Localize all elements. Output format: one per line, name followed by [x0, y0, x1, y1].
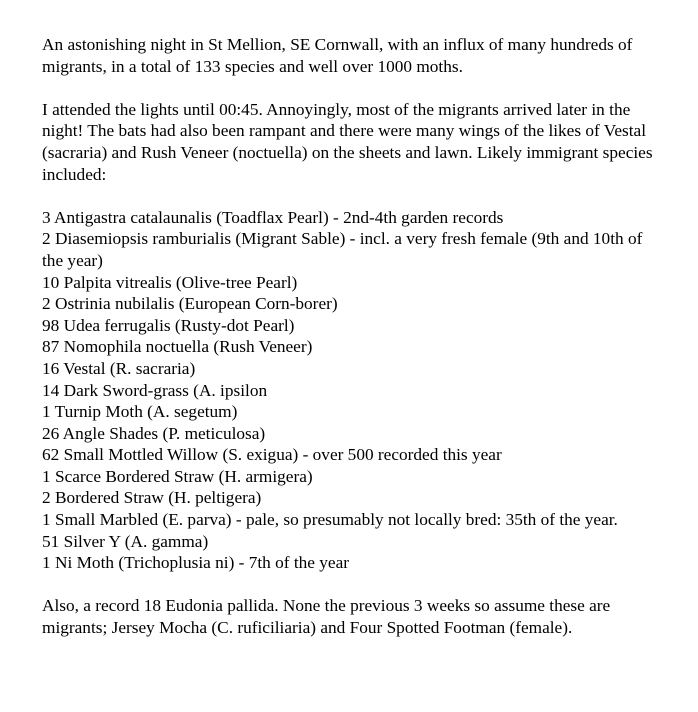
species-item: 26 Angle Shades (P. meticulosa)	[42, 423, 266, 443]
species-item: 16 Vestal (R. sacraria)	[42, 358, 196, 378]
species-item: 51 Silver Y (A. gamma)	[42, 531, 209, 551]
species-item: 87 Nomophila noctuella (Rush Veneer)	[42, 337, 313, 357]
document-body	[42, 34, 667, 660]
species-item: 1 Ni Moth (Trichoplusia ni) - 7th of the year	[42, 553, 350, 573]
species-item: 1 Small Marbled (E. parva) - pale, so presumably not locally bred: 35th of the year.	[42, 510, 618, 530]
species-item: 2 Ostrinia nubilalis (European Corn-borer)	[42, 294, 338, 314]
details-paragraph: I attended the lights until 00:45. Annoyingly, most of the migrants arrived later in the night! The bats had also been rampant and there were many wings of the likes of Vestal (sacraria) and Rush Veneer (noctuella) on the sheets and lawn. Likely immigrant species included:	[42, 99, 653, 184]
species-item: 98 Udea ferrugalis (Rusty-dot Pearl)	[42, 315, 295, 335]
species-item: 3 Antigastra catalaunalis (Toadflax Pearl) - 2nd-4th garden records	[42, 207, 504, 227]
species-item: 14 Dark Sword-grass (A. ipsilon	[42, 380, 268, 400]
species-item: 62 Small Mottled Willow (S. exigua) - over 500 recorded this year	[42, 445, 502, 465]
species-item: 2 Bordered Straw (H. peltigera)	[42, 488, 262, 508]
species-item: 1 Turnip Moth (A. segetum)	[42, 402, 238, 422]
species-item: 2 Diasemiopsis ramburialis (Migrant Sable) - incl. a very fresh female (9th and 10th of the year)	[42, 229, 643, 270]
species-list	[42, 207, 667, 574]
species-item: 10 Palpita vitrealis (Olive-tree Pearl)	[42, 272, 298, 292]
intro-paragraph: An astonishing night in St Mellion, SE Cornwall, with an influx of many hundreds of migrants, in a total of 133 species and well over 1000 moths.	[42, 35, 633, 76]
species-item: 1 Scarce Bordered Straw (H. armigera)	[42, 466, 313, 486]
closing-paragraph: Also, a record 18 Eudonia pallida. None the previous 3 weeks so assume these are migrants; Jersey Mocha (C. ruficiliaria) and Four Spotted Footman (female).	[42, 596, 611, 638]
